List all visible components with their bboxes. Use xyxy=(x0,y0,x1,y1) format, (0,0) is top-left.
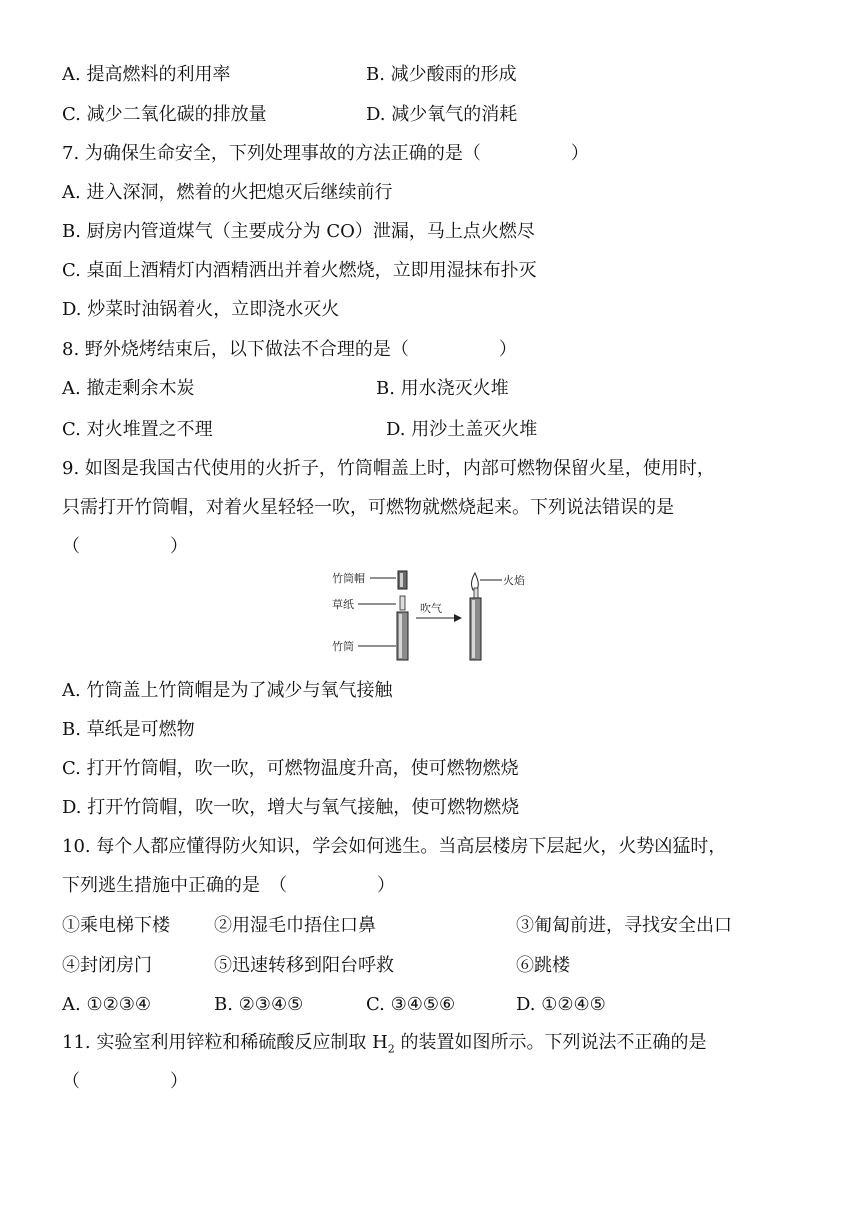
q8-option-a: A. 撤走剩余木炭 xyxy=(62,378,195,399)
q8-option-c: C. 对火堆置之不理 xyxy=(62,419,213,440)
q9-option-d: D. 打开竹筒帽，吹一吹，增大与氧气接触，使可燃物燃烧 xyxy=(62,797,520,818)
q9-stem-line2: 只需打开竹筒帽，对着火星轻轻一吹，可燃物就燃烧起来。下列说法错误的是 xyxy=(62,497,674,518)
q6-option-c: C. 减少二氧化碳的排放量 xyxy=(62,104,267,125)
q10-option-d: D. ①②④⑤ xyxy=(516,994,606,1015)
q8-stem: 8. 野外烧烤结束后，以下做法不合理的是（ ） xyxy=(62,339,517,360)
bamboo-tube-highlight xyxy=(399,614,402,658)
q7-stem: 7. 为确保生命安全，下列处理事故的方法正确的是（ ） xyxy=(62,143,589,164)
q11-stem-post: 的装置如图所示。下列说法不正确的是 xyxy=(394,1032,707,1053)
q11-stem-subscript: 2 xyxy=(387,1042,395,1056)
q10-item-3: ③匍匐前进，寻找安全出口 xyxy=(516,915,732,936)
straw-paper-shape xyxy=(400,596,405,610)
open-tube-shape xyxy=(470,598,481,660)
q9-option-b: B. 草纸是可燃物 xyxy=(62,719,195,740)
q6-option-b: B. 减少酸雨的形成 xyxy=(366,64,517,85)
q6-option-a: A. 提高燃料的利用率 xyxy=(62,64,231,85)
q7-option-d: D. 炒菜时油锅着火，立即浇水灭火 xyxy=(62,299,340,320)
label-bamboo-cap: 竹筒帽 xyxy=(332,572,365,585)
q10-option-a: A. ①②③④ xyxy=(62,994,151,1015)
q10-item-5: ⑤迅速转移到阳台呼救 xyxy=(214,955,394,976)
burning-paper-shape xyxy=(474,588,478,598)
q7-option-b: B. 厨房内管道煤气（主要成分为 CO）泄漏，马上点火燃尽 xyxy=(62,221,535,242)
label-flame: 火焰 xyxy=(503,574,525,587)
q9-option-a: A. 竹筒盖上竹筒帽是为了减少与氧气接触 xyxy=(62,680,393,701)
q6-option-d: D. 减少氧气的消耗 xyxy=(366,104,518,125)
open-tube-highlight xyxy=(472,600,475,658)
q10-item-6: ⑥跳楼 xyxy=(516,955,570,976)
q10-item-1: ①乘电梯下楼 xyxy=(62,915,170,936)
q10-option-c: C. ③④⑤⑥ xyxy=(366,994,456,1015)
q9-stem-line1: 9. 如图是我国古代使用的火折子，竹筒帽盖上时，内部可燃物保留火星，使用时， xyxy=(62,458,715,479)
q10-stem-line2: 下列逃生措施中正确的是 （ ） xyxy=(62,875,395,896)
flame-shape xyxy=(472,573,479,590)
q10-stem-line1: 10. 每个人都应懂得防火知识，学会如何逃生。当高层楼房下层起火，火势凶猛时， xyxy=(62,836,727,857)
blow-arrow-head xyxy=(454,614,462,622)
q7-option-a: A. 进入深洞，燃着的火把熄灭后继续前行 xyxy=(62,182,393,203)
bamboo-tube-shape xyxy=(397,612,408,660)
label-bamboo-tube: 竹筒 xyxy=(332,640,354,653)
q9-option-c: C. 打开竹筒帽，吹一吹，可燃物温度升高，使可燃物燃烧 xyxy=(62,758,519,779)
fire-starter-figure xyxy=(330,568,530,664)
q10-item-4: ④封闭房门 xyxy=(62,955,152,976)
q8-option-d: D. 用沙土盖灭火堆 xyxy=(386,419,538,440)
q10-item-2: ②用湿毛巾捂住口鼻 xyxy=(214,915,376,936)
q11-stem-line2: （ ） xyxy=(62,1071,188,1092)
label-blow-air: 吹气 xyxy=(420,602,442,615)
q11-stem-pre: 11. 实验室利用锌粒和稀硫酸反应制取 H xyxy=(62,1032,388,1053)
label-straw-paper: 草纸 xyxy=(332,598,354,611)
q9-stem-line3: （ ） xyxy=(62,536,188,557)
q10-option-b: B. ②③④⑤ xyxy=(214,994,304,1015)
q7-option-c: C. 桌面上酒精灯内酒精洒出并着火燃烧，立即用湿抹布扑灭 xyxy=(62,260,537,281)
q11-stem-line1 xyxy=(62,1031,707,1062)
q8-option-b: B. 用水浇灭火堆 xyxy=(376,378,509,399)
bamboo-cap-highlight xyxy=(400,573,403,587)
